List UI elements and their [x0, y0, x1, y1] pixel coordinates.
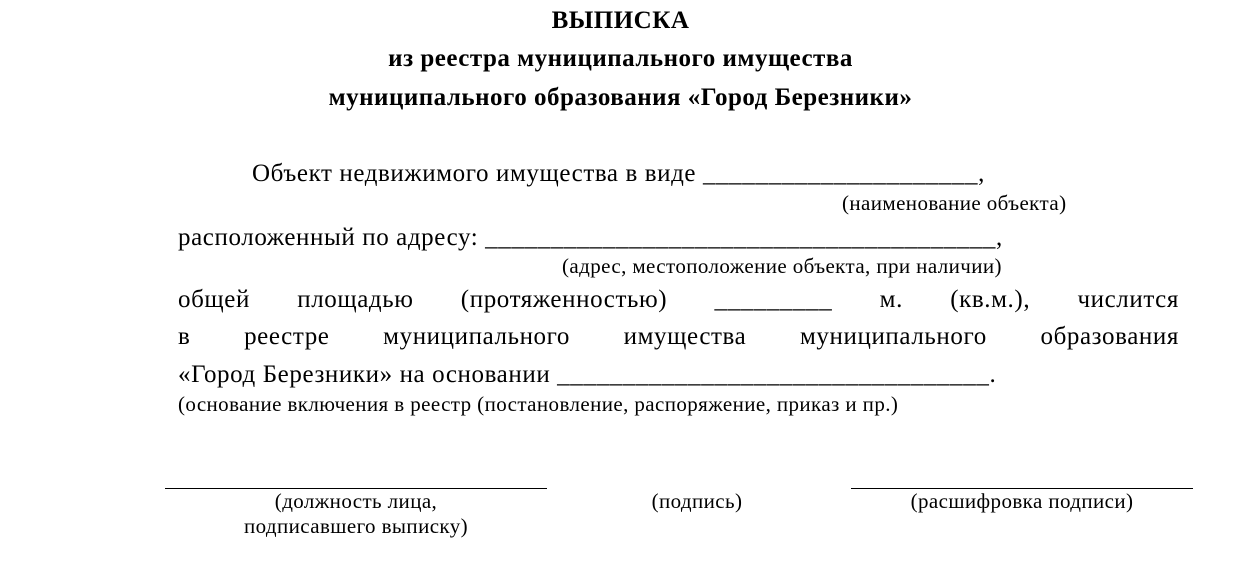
registry-word: имущества: [623, 323, 747, 350]
area-line: [178, 286, 1179, 314]
registry-word: муниципального: [799, 323, 987, 350]
registry-word: муниципального: [383, 323, 570, 350]
area-word: м.: [879, 286, 903, 313]
area-blank: _________: [714, 286, 833, 313]
area-word: (протяженностью): [460, 286, 668, 313]
area-word: площадью: [297, 286, 414, 313]
position-caption: (должность лица,: [274, 489, 438, 513]
object-type-line: Объект недвижимого имущества в виде _____________________,: [252, 160, 985, 187]
position-caption-continued: подписавшего выписку): [243, 514, 469, 538]
area-word: общей: [178, 286, 250, 313]
address-line: расположенный по адресу: _______________________________________,: [178, 224, 1003, 251]
signature-caption: (подпись): [651, 489, 743, 513]
registry-word: реестре: [244, 323, 330, 350]
object-name-caption: (наименование объекта): [842, 191, 1067, 215]
basis-line: «Город Березники» на основании _________________________________.: [178, 361, 997, 388]
registry-word: образования: [1040, 323, 1179, 350]
area-word: числится: [1077, 286, 1179, 313]
registry-word: в: [178, 323, 191, 350]
registry-line: [178, 323, 1179, 351]
address-caption: (адрес, местоположение объекта, при наличии): [562, 254, 1002, 278]
area-word: (кв.м.),: [950, 286, 1031, 313]
decoding-caption: (расшифровка подписи): [910, 489, 1134, 513]
basis-caption: (основание включения в реестр (постановление, распоряжение, приказ и пр.): [178, 392, 899, 416]
document-subtitle: из реестра муниципального имущества: [388, 45, 853, 72]
document-subtitle-municipality: муниципального образования «Город Березники»: [328, 84, 913, 111]
document-title: ВЫПИСКА: [551, 7, 690, 34]
